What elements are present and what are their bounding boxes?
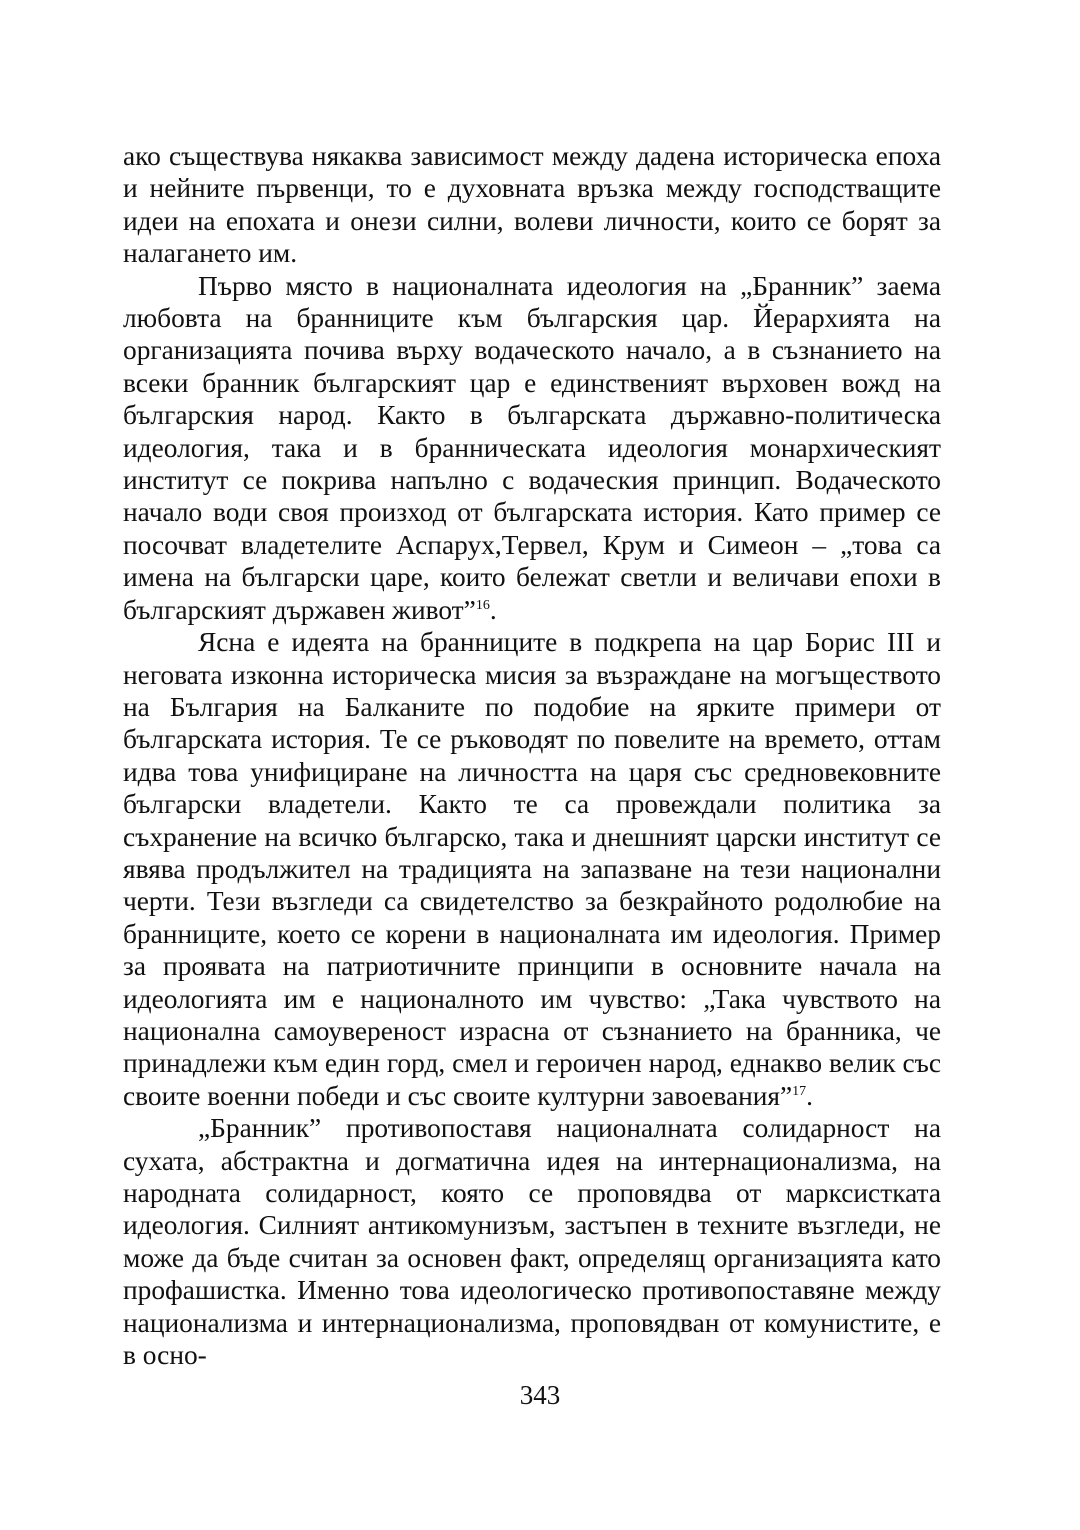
paragraph-2-end: .: [489, 594, 497, 625]
paragraph-1-text: ако съществува някаква зависимост между дадена историческа епоха и нейните първенци, то е духовната връзка между господстващите идеи на епохата и онези силни, волеви личности, които се борят за налагането им.: [123, 141, 941, 269]
footnote-ref-17[interactable]: 17: [792, 1083, 807, 1099]
paragraph-1: [123, 140, 941, 270]
paragraph-4: [123, 1112, 941, 1371]
page-body: [123, 140, 941, 1371]
paragraph-2-text: Първо място в националната идеология на „Бранник” заема любовта на бранниците към българския цар. Йерархията на организацията почива върху водаческото начало, а в съзнанието на всеки бранник българският цар е единственият върховен вожд на българския народ. Както в българската държавно-политическа идеология, така и в бранническата идеология монархическият институт се покрива напълно с водаческия принцип. Водаческото начало води своя произход от българската история. Като пример се посочват владетелите Аспарух,Тервел, Крум и Симеон – „това са имена на български царе, които бележат светли и величави епохи в българският държавен живот”: [123, 270, 941, 625]
paragraph-3: [123, 626, 941, 1112]
paragraph-3-text: Ясна е идеята на бранниците в подкрепа на цар Борис III и неговата изконна историческа мисия за възраждане на могъществото на България на Балканите по подобие на ярките примери от българската история. Те се ръководят по повелите на времето, оттам идва това унифициране на личността на царя със средновековните български владетели. Както те са провеждали политика за съхранение на всичко българско, така и днешният царски институт се явява продължител на традицията на запазване на тези национални черти. Тези възгледи са свидетелство за безкрайното родолюбие на бранниците, което се корени в националната им идеология. Пример за проявата на патриотичните принципи в основните начала на идеологията им е националното им чувство: „Така чувството на национална самоувереност израсна от съзнанието на бранника, че принадлежи към един горд, смел и героичен народ, еднакво велик със своите военни победи и със своите културни завоевания”: [123, 627, 941, 1111]
paragraph-4-text: „Бранник” противопоставя националната солидарност на сухата, абстрактна и догматична идея на интернационализма, на народната солидарност, която се проповядва от марксистката идеология. Силният антикомунизъм, застъпен в техните възгледи, не може да бъде считан за основен факт, определящ организацията като профашистка. Именно това идеологическо противопоставяне между национализма и интернационализма, проповядван от комунистите, е в осно-: [123, 1113, 941, 1371]
paragraph-3-end: .: [806, 1080, 814, 1111]
footnote-ref-16[interactable]: 16: [475, 597, 490, 613]
paragraph-2: [123, 270, 941, 626]
page-number: 343: [519, 1380, 561, 1410]
